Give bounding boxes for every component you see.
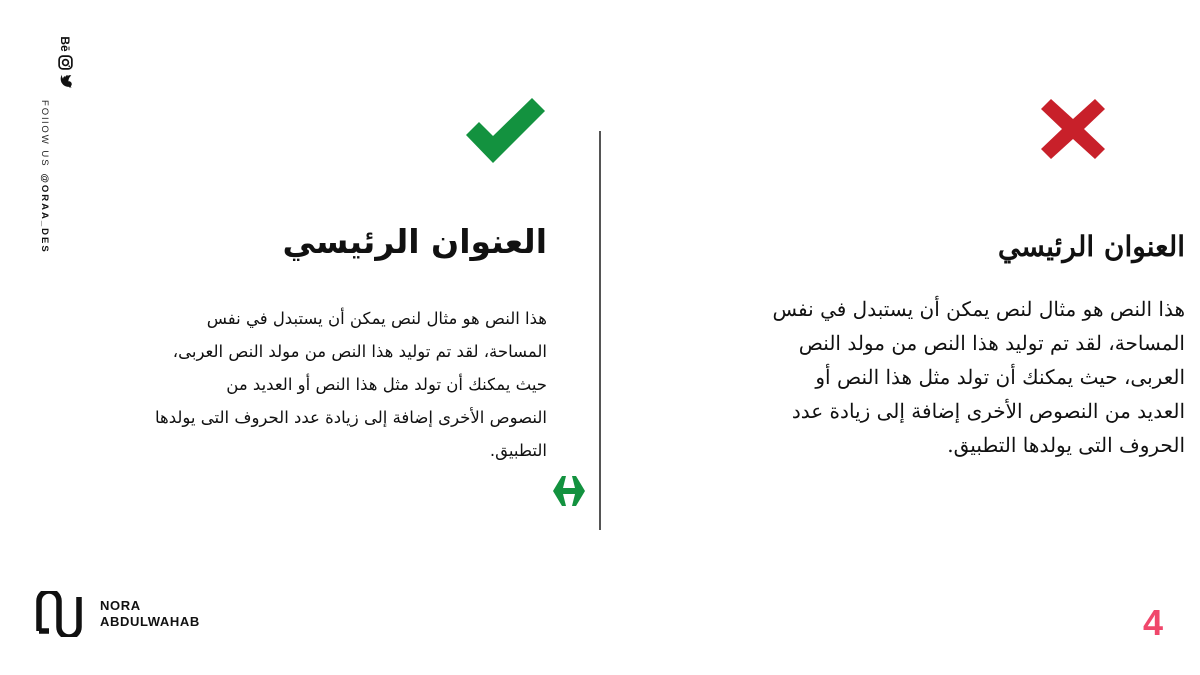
bad-body-line: العربى، حيث يمكنك أن تولد مثل هذا النص أو: [815, 365, 1185, 389]
good-body-line: هذا النص هو مثال لنص يمكن أن يستبدل في نفس: [206, 309, 547, 328]
twitter-icon[interactable]: [59, 74, 72, 89]
good-body-line: حيث يمكنك أن تولد مثل هذا النص أو العديد من: [226, 375, 547, 394]
left-right-arrows-icon: [551, 474, 587, 508]
good-body-line: النصوص الأخرى إضافة إلى زيادة عدد الحروف التى يولدها: [154, 408, 547, 427]
page-number: 4: [1142, 602, 1164, 643]
bad-body-line: العديد من النصوص الأخرى إضافة إلى زيادة عدد: [791, 399, 1185, 423]
cross-icon: [1041, 99, 1105, 159]
good-example-body: [87, 302, 547, 467]
bad-body-line: المساحة، لقد تم توليد هذا النص من مولد النص: [798, 331, 1185, 355]
instagram-icon[interactable]: [58, 55, 73, 70]
brand-block: [36, 591, 200, 637]
brand-logo-icon: [36, 591, 88, 637]
brand-name-line1: NORA: [100, 598, 141, 613]
social-icons: [57, 38, 73, 88]
brand-name: [100, 598, 200, 630]
bad-body-line: هذا النص هو مثال لنص يمكن أن يستبدل في نفس: [772, 297, 1185, 321]
bad-example-title: العنوان الرئيسي: [997, 230, 1185, 263]
good-body-line: التطبيق.: [489, 441, 547, 460]
center-divider: [599, 131, 601, 530]
follow-us-label: FOllOW US: [39, 100, 51, 168]
check-icon: [466, 98, 546, 164]
good-example-title: العنوان الرئيسي: [282, 222, 547, 261]
behance-icon[interactable]: Bē: [58, 36, 72, 52]
bad-example-body: [715, 292, 1185, 462]
bad-body-line: الحروف التى يولدها التطبيق.: [947, 433, 1185, 457]
social-handle[interactable]: @ORAA_DES: [39, 173, 51, 254]
good-body-line: المساحة، لقد تم توليد هذا النص من مولد النص العربى،: [172, 342, 547, 361]
brand-name-line2: ABDULWAHAB: [100, 614, 200, 629]
